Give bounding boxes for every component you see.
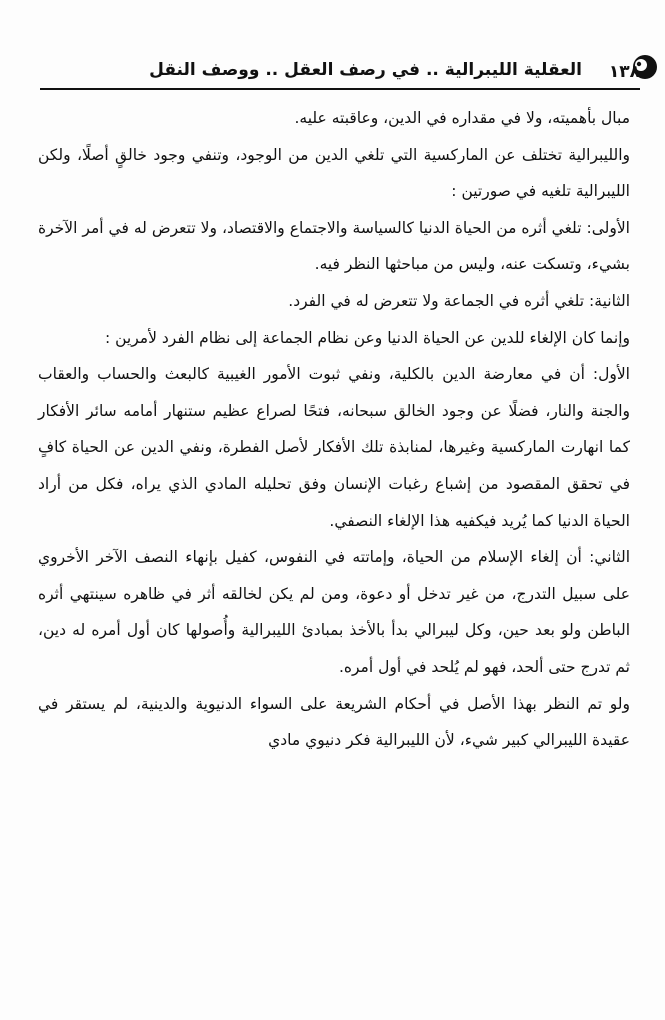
- running-title: العقلية الليبرالية .. في رصف العقل .. ووصف النقل: [149, 60, 582, 80]
- paragraph: الأولى: تلغي أثره من الحياة الدنيا كالسياسة والاجتماع والاقتصاد، ولا تتعرض له في أمر الآخرة بشيء، وتسكت عنه، وليس من مباحثها النظر فيه.: [38, 218, 630, 274]
- paragraph: الثاني: أن إلغاء الإسلام من الحياة، وإماتته في النفوس، كفيل بإنهاء النصف الآخر الأخروي على سبيل التدرج، من غير تدخل أو دعوة، ومن لم يكن لخالقه أثر في ظاهره سينتهي أثره الباطن ولو بعد حين، وكل ليبرالي بدأ بالأخذ بمبادئ الليبرالية وأُصولها كان أول أمره له دين، ثم تدرج حتى ألحد، فهو لم يُلحد في أول أمره.: [38, 548, 630, 676]
- page-number: ١٣٨: [608, 62, 640, 82]
- paragraph: والليبرالية تختلف عن الماركسية التي تلغي الدين من الوجود، وتنفي وجود خالقٍ أصلًا، ولكن الليبرالية تلغيه في صورتين :: [38, 145, 630, 201]
- body-text: [38, 100, 630, 759]
- paragraph: الثانية: تلغي أثره في الجماعة ولا تتعرض له في الفرد.: [288, 291, 630, 310]
- running-header: [40, 58, 640, 90]
- header-divider: [40, 88, 640, 90]
- paragraph: ولو تم النظر بهذا الأصل في أحكام الشريعة على السواء الدنيوية والدينية، لم يستقر في عقيدة الليبرالي كبير شيء، لأن الليبرالية فكر دنيوي مادي: [38, 694, 630, 750]
- paragraph: الأول: أن في معارضة الدين بالكلية، ونفي ثبوت الأمور الغيبية كالبعث والحساب والعقاب والجنة والنار، فضلًا عن وجود الخالق سبحانه، فتحًا لصراع عظيم ستنهار أمامه سائر الأفكار كما انهارت الماركسية وغيرها، لمنابذة تلك الأفكار لأصل الفطرة، ونفي الدين عن الحياة كافٍ في تحقق المقصود من إشباع رغبات الإنسان وفق تحليله المادي الذي يراه، فكل من أراد الحياة الدنيا كما يُريد فيكفيه هذا الإلغاء النصفي.: [38, 365, 630, 530]
- paragraph: مبال بأهميته، ولا في مقداره في الدين، وعاقبته عليه.: [294, 109, 630, 127]
- paragraph: وإنما كان الإلغاء للدين عن الحياة الدنيا وعن نظام الجماعة إلى نظام الفرد لأمرين :: [104, 328, 630, 347]
